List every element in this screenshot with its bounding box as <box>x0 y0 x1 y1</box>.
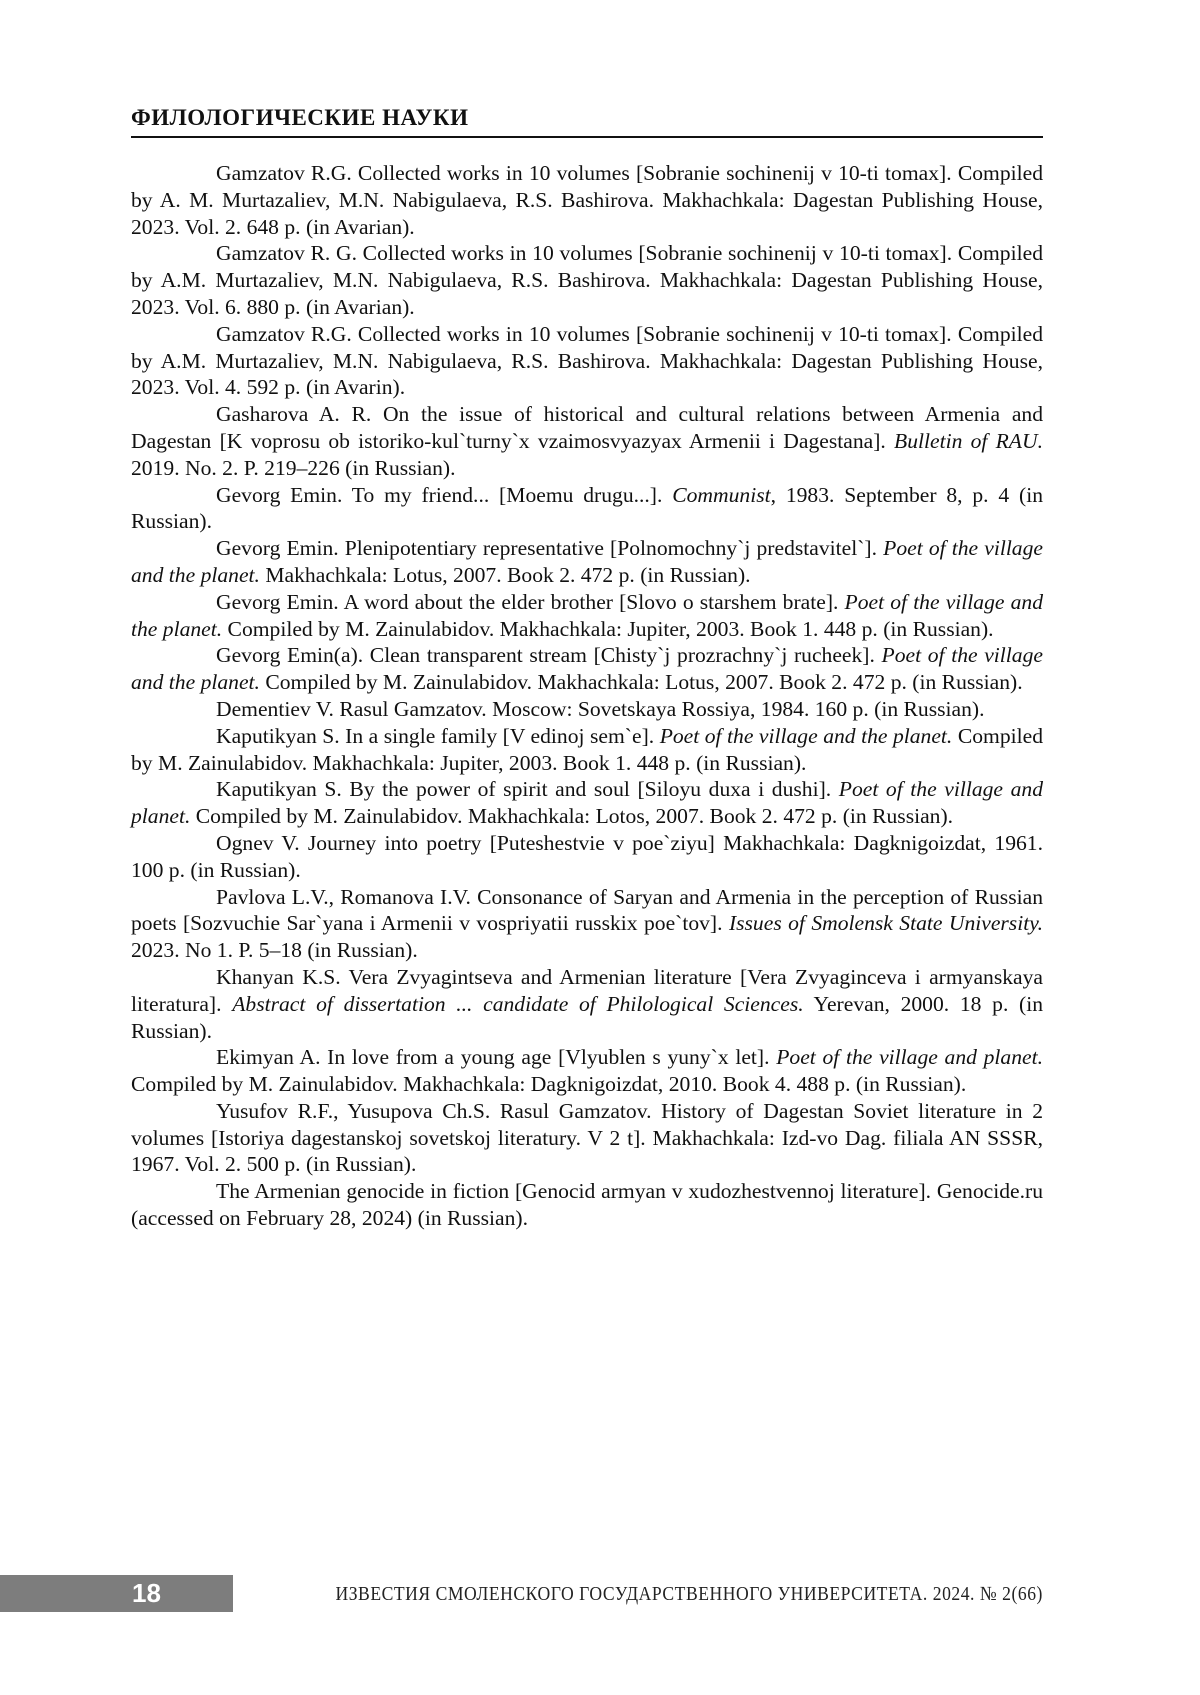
reference-text: Kaputikyan S. In a single family [V edinoj sem`e]. <box>216 723 660 748</box>
reference-source-title: Bulletin of RAU. <box>894 428 1043 453</box>
reference-text: Pavlova L.V., Romanova I.V. Consonance of Saryan and Armenia in the perception of Russian poets [Sozvuchie Sar`yana i Armenii v vospriyatii russkix poe`tov]. <box>131 884 1043 936</box>
reference-source-title: Communist <box>672 482 771 507</box>
reference-source-title: Abstract of dissertation ... candidate of Philological Sciences. <box>232 991 804 1016</box>
section-title: ФИЛОЛОГИЧЕСКИЕ НАУКИ <box>131 105 469 130</box>
reference-text: Compiled by M. Zainulabidov. Makhachkala: Jupiter, 2003. Book 1. 448 p. (in Russian). <box>131 723 1043 775</box>
reference-entry <box>131 589 1043 643</box>
reference-entry <box>131 160 1043 240</box>
page-number: 18 <box>132 1578 161 1608</box>
reference-text: The Armenian genocide in fiction [Genocid armyan v xudozhestvennoj literature]. Genocide.ru (accessed on February 28, 2024) (in Russian). <box>131 1179 1043 1231</box>
reference-text: Dementiev V. Rasul Gamzatov. Moscow: Sovetskaya Rossiya, 1984. 160 p. (in Russian). <box>216 696 985 721</box>
reference-text: Ekimyan A. In love from a young age [Vlyublen s yuny`x let]. <box>216 1045 777 1070</box>
page-header <box>131 104 1043 138</box>
reference-entry <box>131 1178 1043 1232</box>
reference-entry <box>131 884 1043 964</box>
reference-source-title: Poet of the village and the planet. <box>659 723 953 748</box>
reference-source-title: Poet of the village and the planet. <box>131 589 1043 641</box>
reference-text: Compiled by M. Zainulabidov. Makhachkala: Lotos, 2007. Book 2. 472 p. (in Russian). <box>190 804 954 829</box>
reference-source-title: Issues of Smolensk State University. <box>728 911 1044 936</box>
reference-entry <box>131 401 1043 481</box>
reference-entry <box>131 642 1043 696</box>
reference-entry <box>131 776 1043 830</box>
reference-text: Makhachkala: Lotus, 2007. Book 2. 472 p. (in Russian). <box>259 562 751 587</box>
reference-text: Gevorg Emin. Plenipotentiary representative [Polnomochny`j predstavitel`]. <box>216 536 884 561</box>
reference-text: Compiled by M. Zainulabidov. Makhachkala: Jupiter, 2003. Book 1. 448 p. (in Russian). <box>222 616 994 641</box>
reference-text: Compiled by M. Zainulabidov. Makhachkala: Lotus, 2007. Book 2. 472 p. (in Russian). <box>259 670 1023 695</box>
reference-text: Gamzatov R. G. Collected works in 10 volumes [Sobranie sochinenij v 10-ti tomax]. Compiled by A.M. Murtazaliev, M.N. Nabigulaeva, R.S. Bashirova. Makhachkala: Dagestan Publishing House, 2023. Vol. 6. 880 p. (in Avarian). <box>131 241 1043 319</box>
reference-text: Gamzatov R.G. Collected works in 10 volumes [Sobranie sochinenij v 10-ti tomax]. Compiled by A.M. Murtazaliev, M.N. Nabigulaeva, R.S. Bashirova. Makhachkala: Dagestan Publishing House, 2023. Vol. 4. 592 p. (in Avarin). <box>131 321 1043 400</box>
reference-text: Ognev V. Journey into poetry [Puteshestvie v poe`ziyu] Makhachkala: Dagknigoizdat, 1961. 100 p. (in Russian). <box>131 830 1043 882</box>
reference-entry <box>131 482 1043 536</box>
reference-source-title: Poet of the village and the planet. <box>131 643 1043 695</box>
reference-text: Gevorg Emin. To my friend... [Moemu drugu...]. <box>216 482 673 507</box>
reference-entry <box>131 964 1043 1044</box>
reference-entry <box>131 1098 1043 1178</box>
reference-entry <box>131 723 1043 777</box>
reference-entry <box>131 1044 1043 1098</box>
reference-source-title: Poet of the village and the planet. <box>131 536 1043 587</box>
reference-text: Gevorg Emin(a). Clean transparent stream [Chisty`j prozrachny`j rucheek]. <box>216 643 882 668</box>
journal-title: ИЗВЕСТИЯ СМОЛЕНСКОГО ГОСУДАРСТВЕННОГО УНИВЕРСИТЕТА. 2024. № 2(66) <box>335 1583 1043 1605</box>
reference-entry <box>131 535 1043 589</box>
reference-text: Kaputikyan S. By the power of spirit and soul [Siloyu duxa i dushi]. <box>216 777 839 802</box>
reference-entry <box>131 321 1043 401</box>
reference-entry <box>131 830 1043 884</box>
reference-text: Gamzatov R.G. Collected works in 10 volumes [Sobranie sochinenij v 10-ti tomax]. Compiled by A. M. Murtazaliev, M.N. Nabigulaeva, R.S. Bashirova. Makhachkala: Dagestan Publishing House, 2023. Vol. 2. 648 p. (in Avarian). <box>131 161 1043 239</box>
reference-entry <box>131 240 1043 320</box>
reference-text: Gevorg Emin. A word about the elder brother [Slovo o starshem brate]. <box>216 589 845 614</box>
reference-text: 2019. No. 2. P. 219–226 (in Russian). <box>131 455 456 480</box>
reference-text: Yusufov R.F., Yusupova Ch.S. Rasul Gamzatov. History of Dagestan Soviet literature in 2 volumes [Istoriya dagestanskoj sovetskoj literatury. V 2 t]. Makhachkala: Izd-vo Dag. filiala AN SSSR, 1967. Vol. 2. 500 p. (in Russian). <box>131 1098 1043 1177</box>
reference-text: 2023. No 1. P. 5–18 (in Russian). <box>131 938 418 963</box>
reference-text: Compiled by M. Zainulabidov. Makhachkala: Dagknigoizdat, 2010. Book 4. 488 p. (in Russian). <box>131 1072 967 1097</box>
reference-entry <box>131 696 1043 723</box>
reference-text: Yerevan, 2000. 18 p. (in Russian). <box>131 991 1044 1043</box>
reference-text: Khanyan K.S. Vera Zvyagintseva and Armenian literature [Vera Zvyaginceva i armyanskaya literatura]. <box>131 964 1043 1016</box>
reference-text: , 1983. September 8, p. 4 (in Russian). <box>131 482 1043 534</box>
reference-list <box>131 160 1043 1232</box>
reference-text: Gasharova A. R. On the issue of historical and cultural relations between Armenia and Dagestan [K voprosu ob istoriko-kul`turny`x vzaimosvyazyax Armenii i Dagestana]. <box>131 402 1043 453</box>
page-number-box <box>0 1575 233 1612</box>
reference-source-title: Poet of the village and planet. <box>776 1045 1043 1070</box>
reference-source-title: Poet of the village and planet. <box>131 777 1043 829</box>
